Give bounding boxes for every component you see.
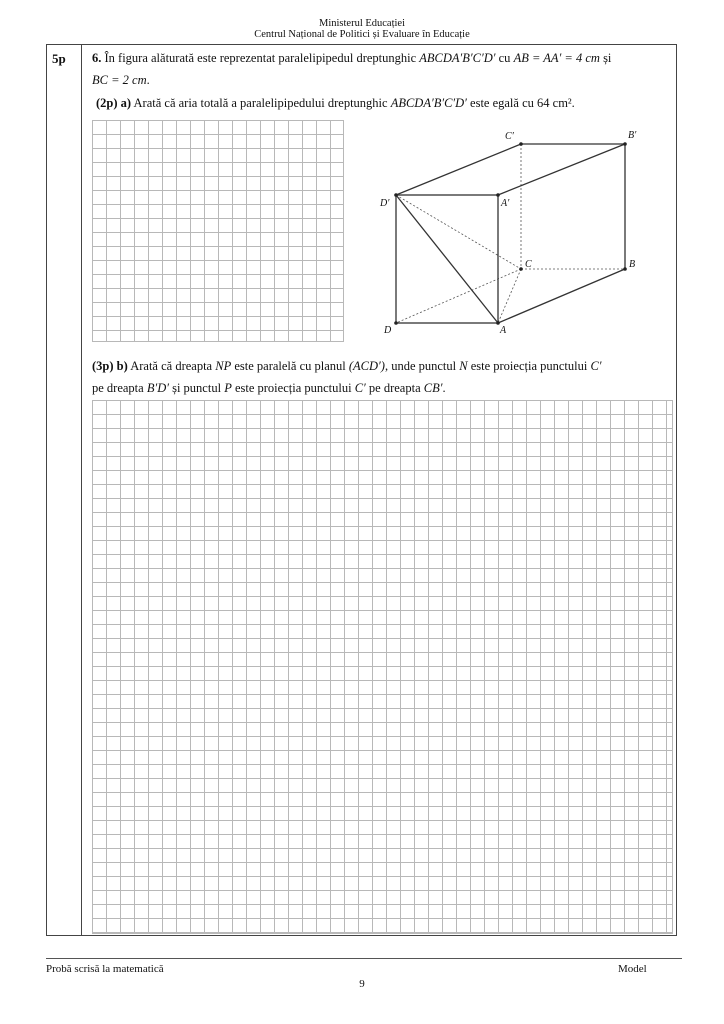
points-cell: 5p: [52, 51, 66, 66]
part-b-points: (3p) b): [92, 359, 128, 373]
edge-d1-c1: [396, 144, 521, 195]
part-b-text-6: și punctul: [168, 381, 225, 395]
edge-c-d-hidden: [396, 269, 521, 323]
part-b-text-7: este proiecția punctului: [231, 381, 355, 395]
part-b-text-1: Arată că dreapta: [127, 359, 216, 373]
label-c1: C′: [505, 131, 514, 142]
diagonal-d1-a: [396, 195, 498, 323]
column-separator: [81, 44, 82, 936]
part-b-text-9: .: [442, 381, 446, 395]
header-center: Centrul Național de Politici și Evaluare în Educație: [254, 29, 470, 40]
footer-divider: [46, 958, 682, 959]
intro-text-2: cu: [495, 51, 514, 65]
cuboid-figure: [360, 120, 660, 338]
label-d1: D′: [380, 198, 390, 209]
solid-name: ABCDA′B′C′D′: [419, 51, 496, 65]
point-c1-second: C′: [354, 381, 366, 395]
label-d: D: [384, 325, 392, 336]
part-b-text-8: pe dreapta: [365, 381, 424, 395]
label-b: B: [629, 259, 636, 270]
problem-number: 6.: [92, 51, 102, 65]
part-a-solid: ABCDA′B′C′D′: [390, 96, 467, 110]
point-p: P: [224, 381, 232, 395]
answer-grid-b[interactable]: [92, 400, 673, 934]
footer-exam-name: Probă scrisă la matematică: [46, 963, 164, 975]
part-b-statement-line1: [92, 359, 602, 374]
answer-grid-a[interactable]: [92, 120, 344, 342]
label-c: C: [525, 259, 532, 270]
part-b-text-5: pe dreapta: [92, 381, 147, 395]
intro-text-1: În figura alăturată este reprezentat paralelipipedul dreptunghic: [101, 51, 420, 65]
label-a: A: [500, 325, 507, 336]
label-b1: B′: [628, 130, 637, 141]
line-b1d1: B′D′: [146, 381, 169, 395]
page-number: 9: [359, 978, 365, 990]
part-a-points: (2p) a): [96, 96, 132, 110]
part-b-text-4: este proiecția punctului: [467, 359, 591, 373]
equation-bc-end: .: [146, 73, 150, 87]
equation-bc: BC = 2 cm: [92, 73, 147, 87]
intro-text-3: și: [599, 51, 612, 65]
equation-ab: AB = AA′ = 4 cm: [513, 51, 600, 65]
line-cb1: CB′: [423, 381, 443, 395]
part-b-text-3: , unde punctul: [384, 359, 460, 373]
edge-a-b: [498, 269, 625, 323]
problem-statement-line1: [92, 51, 611, 66]
part-a-statement: [96, 96, 575, 111]
line-np: NP: [215, 359, 232, 373]
edge-a1-b1: [498, 144, 625, 195]
footer-model: Model: [618, 963, 647, 975]
point-c1-first: C′: [590, 359, 602, 373]
header-ministry: Ministerul Educației: [318, 18, 406, 29]
point-n: N: [459, 359, 468, 373]
part-a-end: .: [571, 96, 575, 110]
problem-statement-line2: [92, 73, 150, 88]
plane-acd1: (ACD′): [348, 359, 385, 373]
part-a-text-1: Arată că aria totală a paralelipipedului dreptunghic: [131, 96, 391, 110]
part-a-text-2: este egală cu: [466, 96, 538, 110]
part-b-statement-line2: [92, 381, 446, 396]
part-a-value: 64 cm²: [537, 96, 572, 110]
label-a1: A′: [501, 198, 510, 209]
part-b-text-2: este paralelă cu planul: [231, 359, 349, 373]
